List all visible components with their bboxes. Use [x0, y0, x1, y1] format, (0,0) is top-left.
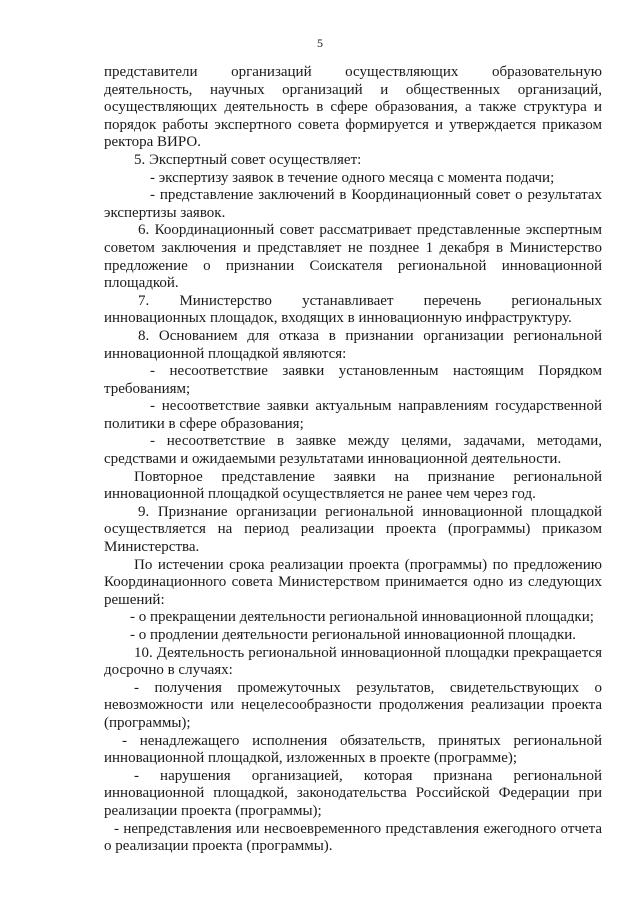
paragraph-item-5: 5. Экспертный совет осуществляет: — [134, 151, 362, 168]
list-item-termination: - о прекращении деятельности региональной инновационной площадки; — [130, 609, 594, 626]
list-item-conclusions: - представление заключений в Координационный совет о результатах экспертизы заявок. — [104, 187, 602, 221]
list-item-early-results: - получения промежуточных результатов, свидетельствующих о невозможности или нецелесообразности продолжения реализации проекта (программы); — [104, 679, 602, 731]
paragraph-term-expiry: По истечении срока реализации проекта (программы) по предложению Координационного совета Министерством принимается одно из следующих решений: — [104, 556, 602, 608]
paragraph-item-9: 9. Признание организации региональной инновационной площадкой осуществляется на период реализации проекта (программы) приказом Министерства. — [104, 503, 602, 556]
document-body — [104, 64, 602, 856]
paragraph-item-7: 7. Министерство устанавливает перечень региональных инновационных площадок, входящих в инновационную инфраструктуру. — [104, 292, 602, 327]
paragraph-item-8: 8. Основанием для отказа в признании организации региональной инновационной площадкой являются: — [104, 327, 602, 362]
list-item-refusal-requirements: - несоответствие заявки установленным настоящим Порядком требованиям; — [104, 363, 602, 397]
paragraph-repeat-application: Повторное представление заявки на признание региональной инновационной площадкой осуществляется не ранее чем через год. — [104, 468, 602, 503]
list-item-reporting: - непредставления или несвоевременного представления ежегодного отчета о реализации проекта (программы). — [104, 820, 602, 855]
list-item-expertise: - экспертизу заявок в течение одного месяца с момента подачи; — [150, 169, 555, 186]
page-number: 5 — [317, 36, 323, 50]
paragraph-item-10: 10. Деятельность региональной инновационной площадки прекращается досрочно в случаях: — [104, 644, 602, 679]
paragraph-expert-council-composition: представители организаций осуществляющих образовательную деятельность, научных организаций и общественных организаций, осуществляющих деятельность в сфере образования, а также структура и порядок работы экспертного совета формируется и утверждается приказом ректора ВИРО. — [104, 64, 602, 151]
list-item-refusal-policy: - несоответствие заявки актуальным направлениям государственной политики в сфере образования; — [104, 398, 602, 432]
list-item-refusal-mismatch: - несоответствие в заявке между целями, задачами, методами, средствами и ожидаемыми результатами инновационной деятельности. — [104, 433, 602, 468]
list-item-violations: - нарушения организацией, которая признана региональной инновационной площадкой, законодательства Российской Федерации при реализации проекта (программы); — [104, 767, 602, 819]
list-item-extension: - о продлении деятельности региональной инновационной площадки. — [130, 627, 577, 643]
list-item-obligations: - ненадлежащего исполнения обязательств, принятых региональной инновационной площадкой, изложенных в проекте (программе); — [104, 732, 602, 767]
paragraph-item-6: 6. Координационный совет рассматривает представленные экспертным советом заключения и представляет не позднее 1 декабря в Министерство предложение о признании Соискателя региональной инновационной площадкой. — [104, 222, 602, 292]
